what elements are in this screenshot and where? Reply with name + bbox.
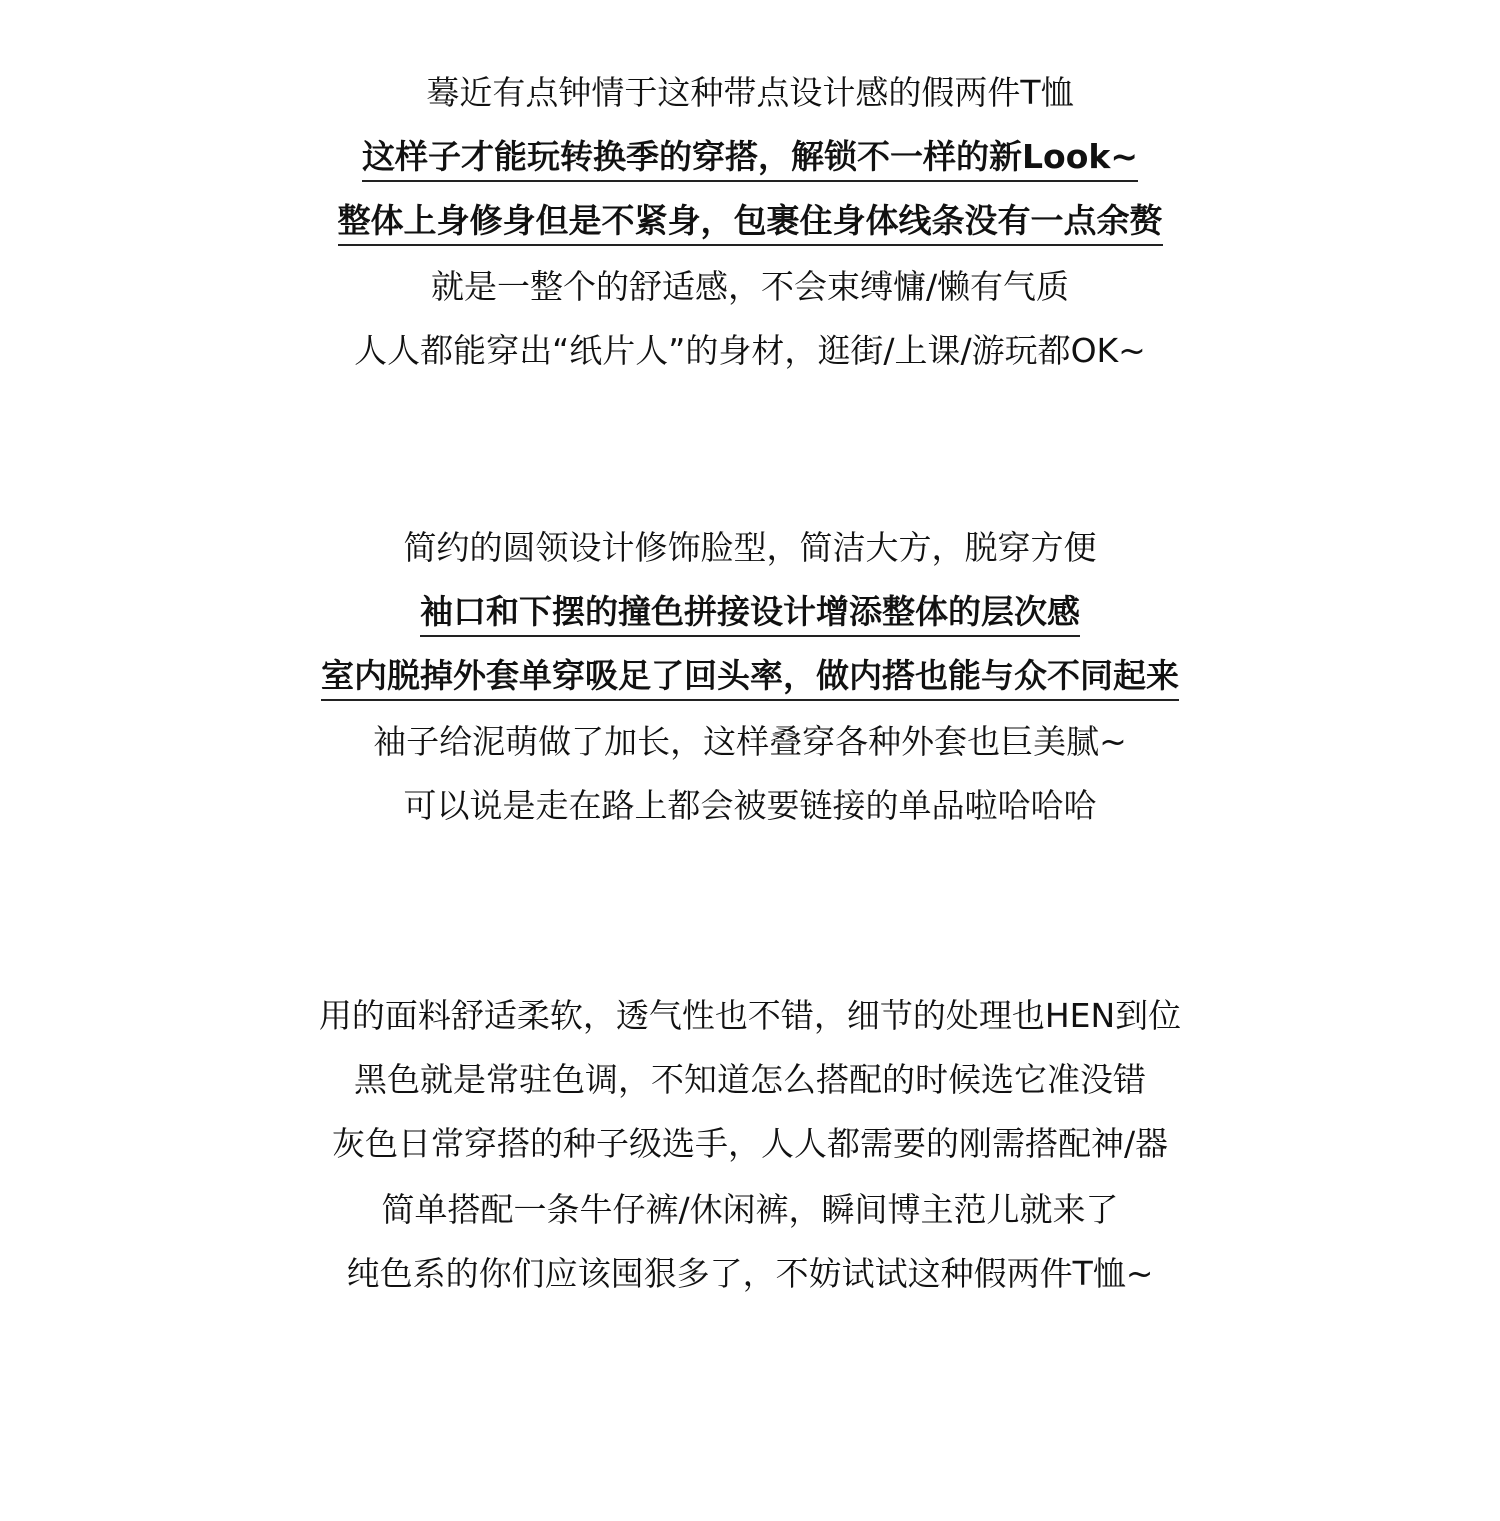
highlighted-text-line: 袖口和下摆的撞色拼接设计增添整体的层次感 — [0, 580, 1500, 644]
highlighted-text-line: 室内脱掉外套单穿吸足了回头率，做内搭也能与众不同起来 — [0, 644, 1500, 708]
text-line: 可以说是走在路上都会被要链接的单品啦哈哈哈 — [403, 786, 1097, 825]
text-line: 人人都能穿出“纸片人”的身材，逛街/上课/游玩都OK~ — [354, 331, 1146, 370]
text-line: 蓦近有点钟情于这种带点设计感的假两件T恤 — [426, 73, 1074, 112]
highlighted-text-line: 这样子才能玩转换季的穿搭，解锁不一样的新Look~ — [0, 125, 1500, 189]
text-line: 用的面料舒适柔软，透气性也不错，细节的处理也HEN到位 — [318, 996, 1182, 1035]
text-line: 袖子给泥萌做了加长，这样叠穿各种外套也巨美腻~ — [373, 722, 1127, 761]
text-line: 就是一整个的舒适感，不会束缚慵/懒有气质 — [430, 267, 1070, 306]
text-line: 简单搭配一条牛仔裤/休闲裤，瞬间博主范儿就来了 — [381, 1190, 1119, 1229]
text-line: 纯色系的你们应该囤狠多了，不妨试试这种假两件T恤~ — [346, 1254, 1154, 1293]
text-line: 简约的圆领设计修饰脸型，简洁大方，脱穿方便 — [403, 528, 1097, 567]
text-line: 黑色就是常驻色调，不知道怎么搭配的时候选它准没错 — [354, 1060, 1146, 1099]
text-line: 灰色日常穿搭的种子级选手，人人都需要的刚需搭配神/器 — [331, 1124, 1169, 1163]
highlighted-text-line: 整体上身修身但是不紧身，包裹住身体线条没有一点余赘 — [0, 189, 1500, 253]
